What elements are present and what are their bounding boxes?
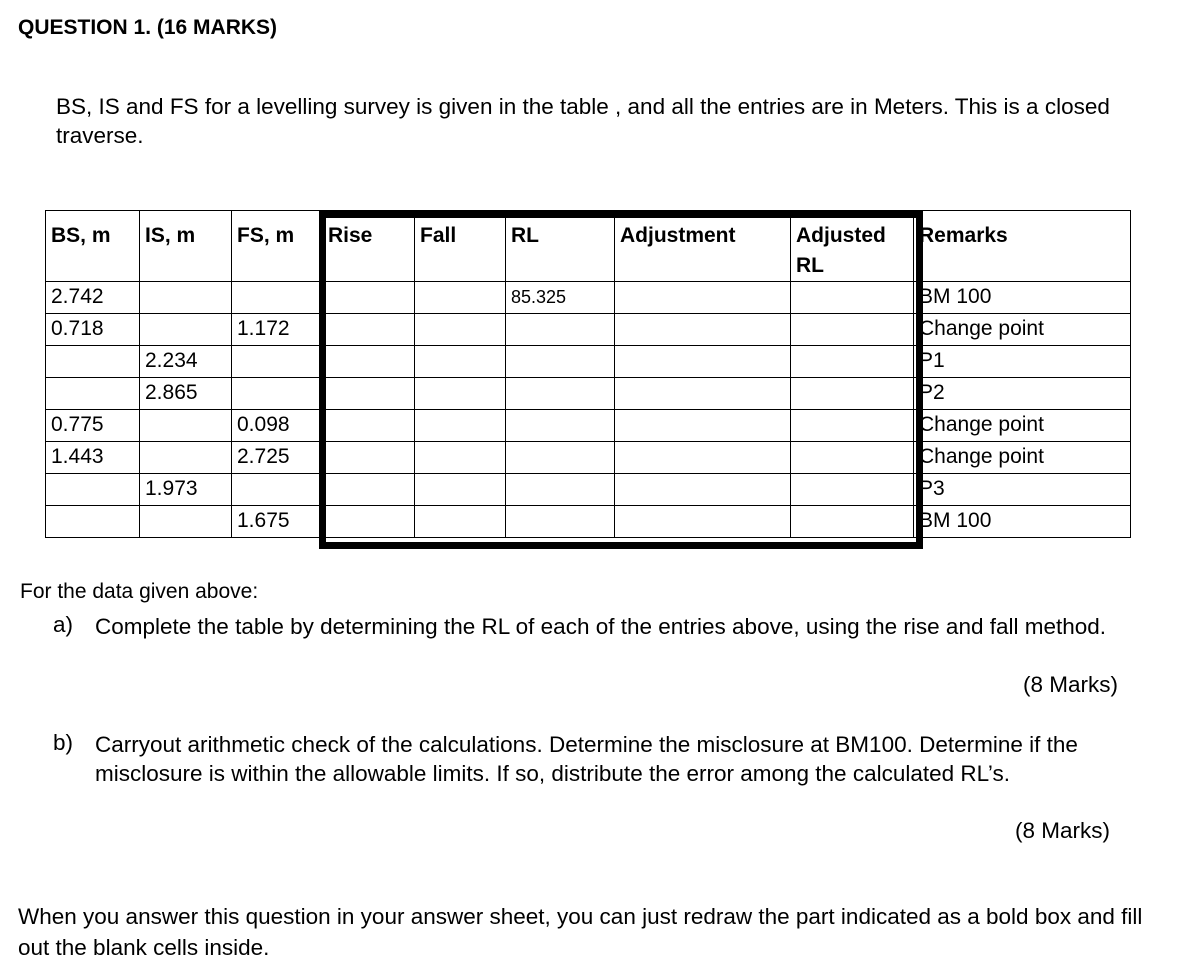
cell-adjusted-rl [791, 282, 914, 314]
question-intro: BS, IS and FS for a levelling survey is given in the table , and all the entries are in Meters. This is a closed traverse. [56, 94, 1110, 148]
cell-adjustment [615, 506, 791, 538]
cell-fs: 0.098 [232, 410, 323, 442]
part-b-label: b) [53, 730, 74, 755]
cell-remarks: P2 [914, 378, 1131, 410]
cell-remarks: BM 100 [914, 506, 1131, 538]
cell-rise [323, 442, 415, 474]
cell-fall [415, 474, 506, 506]
table-row [46, 442, 1131, 474]
header-is: IS, m [140, 211, 232, 282]
cell-fall [415, 378, 506, 410]
cell-rise [323, 346, 415, 378]
cell-rise [323, 474, 415, 506]
cell-rl [506, 314, 615, 346]
cell-rl: 85.325 [506, 282, 615, 314]
cell-remarks: Change point [914, 314, 1131, 346]
cell-is [140, 442, 232, 474]
part-a-text: Complete the table by determining the RL of each of the entries above, using the rise and fall method. [95, 614, 1107, 639]
cell-rise [323, 282, 415, 314]
cell-remarks: P1 [914, 346, 1131, 378]
header-fall: Fall [415, 211, 506, 282]
cell-rl [506, 506, 615, 538]
cell-adjustment [615, 442, 791, 474]
header-adjustment: Adjustment [615, 211, 791, 282]
question-title: QUESTION 1. (16 MARKS) [18, 16, 278, 39]
cell-rl [506, 474, 615, 506]
for-data-text: For the data given above: [20, 580, 259, 603]
cell-is [140, 314, 232, 346]
cell-fall [415, 506, 506, 538]
cell-rise [323, 314, 415, 346]
header-bs: BS, m [46, 211, 140, 282]
part-b-marks: (8 Marks) [1015, 818, 1110, 843]
cell-rise [323, 410, 415, 442]
cell-is: 1.973 [140, 474, 232, 506]
cell-fall [415, 410, 506, 442]
cell-adjusted-rl [791, 410, 914, 442]
part-b-text: Carryout arithmetic check of the calculations. Determine the misclosure at BM100. Determine if the misclosure is within the allowable limits. If so, distribute the error among the calculated RL’s. [95, 732, 1078, 786]
cell-rl [506, 346, 615, 378]
cell-adjustment [615, 314, 791, 346]
cell-rl [506, 378, 615, 410]
table-header-row [46, 211, 1131, 282]
cell-bs [46, 378, 140, 410]
table-row [46, 410, 1131, 442]
cell-adjustment [615, 474, 791, 506]
table-row [46, 506, 1131, 538]
cell-bs [46, 346, 140, 378]
header-remarks: Remarks [914, 211, 1131, 282]
cell-remarks: P3 [914, 474, 1131, 506]
table-row [46, 346, 1131, 378]
cell-rise [323, 378, 415, 410]
table-row [46, 378, 1131, 410]
closing-note: When you answer this question in your answer sheet, you can just redraw the part indicated as a bold box and fill out the blank cells inside. [18, 904, 1143, 960]
cell-fs [232, 474, 323, 506]
cell-remarks: BM 100 [914, 282, 1131, 314]
cell-is [140, 506, 232, 538]
part-a-marks: (8 Marks) [1023, 672, 1118, 697]
cell-fs: 1.172 [232, 314, 323, 346]
cell-rl [506, 410, 615, 442]
cell-adjustment [615, 282, 791, 314]
table-row [46, 314, 1131, 346]
cell-is [140, 282, 232, 314]
cell-rl [506, 442, 615, 474]
cell-fall [415, 442, 506, 474]
cell-bs: 1.443 [46, 442, 140, 474]
header-rl: RL [506, 211, 615, 282]
cell-adjusted-rl [791, 346, 914, 378]
table-row [46, 474, 1131, 506]
cell-adjusted-rl [791, 506, 914, 538]
table-body [46, 282, 1131, 538]
cell-is: 2.865 [140, 378, 232, 410]
cell-adjusted-rl [791, 378, 914, 410]
cell-bs [46, 474, 140, 506]
cell-fs: 2.725 [232, 442, 323, 474]
cell-bs: 0.775 [46, 410, 140, 442]
cell-fs: 1.675 [232, 506, 323, 538]
cell-adjusted-rl [791, 314, 914, 346]
cell-adjustment [615, 410, 791, 442]
cell-fs [232, 378, 323, 410]
cell-remarks: Change point [914, 410, 1131, 442]
cell-fs [232, 282, 323, 314]
cell-adjustment [615, 346, 791, 378]
header-adjusted-rl: Adjusted RL [791, 211, 914, 282]
cell-adjustment [615, 378, 791, 410]
cell-adjusted-rl [791, 474, 914, 506]
levelling-table [45, 210, 1131, 538]
cell-bs: 0.718 [46, 314, 140, 346]
header-fs: FS, m [232, 211, 323, 282]
cell-fall [415, 282, 506, 314]
cell-fall [415, 314, 506, 346]
part-a-label: a) [53, 612, 74, 637]
cell-bs: 2.742 [46, 282, 140, 314]
cell-fall [415, 346, 506, 378]
header-rise: Rise [323, 211, 415, 282]
cell-fs [232, 346, 323, 378]
cell-bs [46, 506, 140, 538]
cell-rise [323, 506, 415, 538]
cell-is [140, 410, 232, 442]
cell-adjusted-rl [791, 442, 914, 474]
cell-is: 2.234 [140, 346, 232, 378]
table-row [46, 282, 1131, 314]
cell-remarks: Change point [914, 442, 1131, 474]
